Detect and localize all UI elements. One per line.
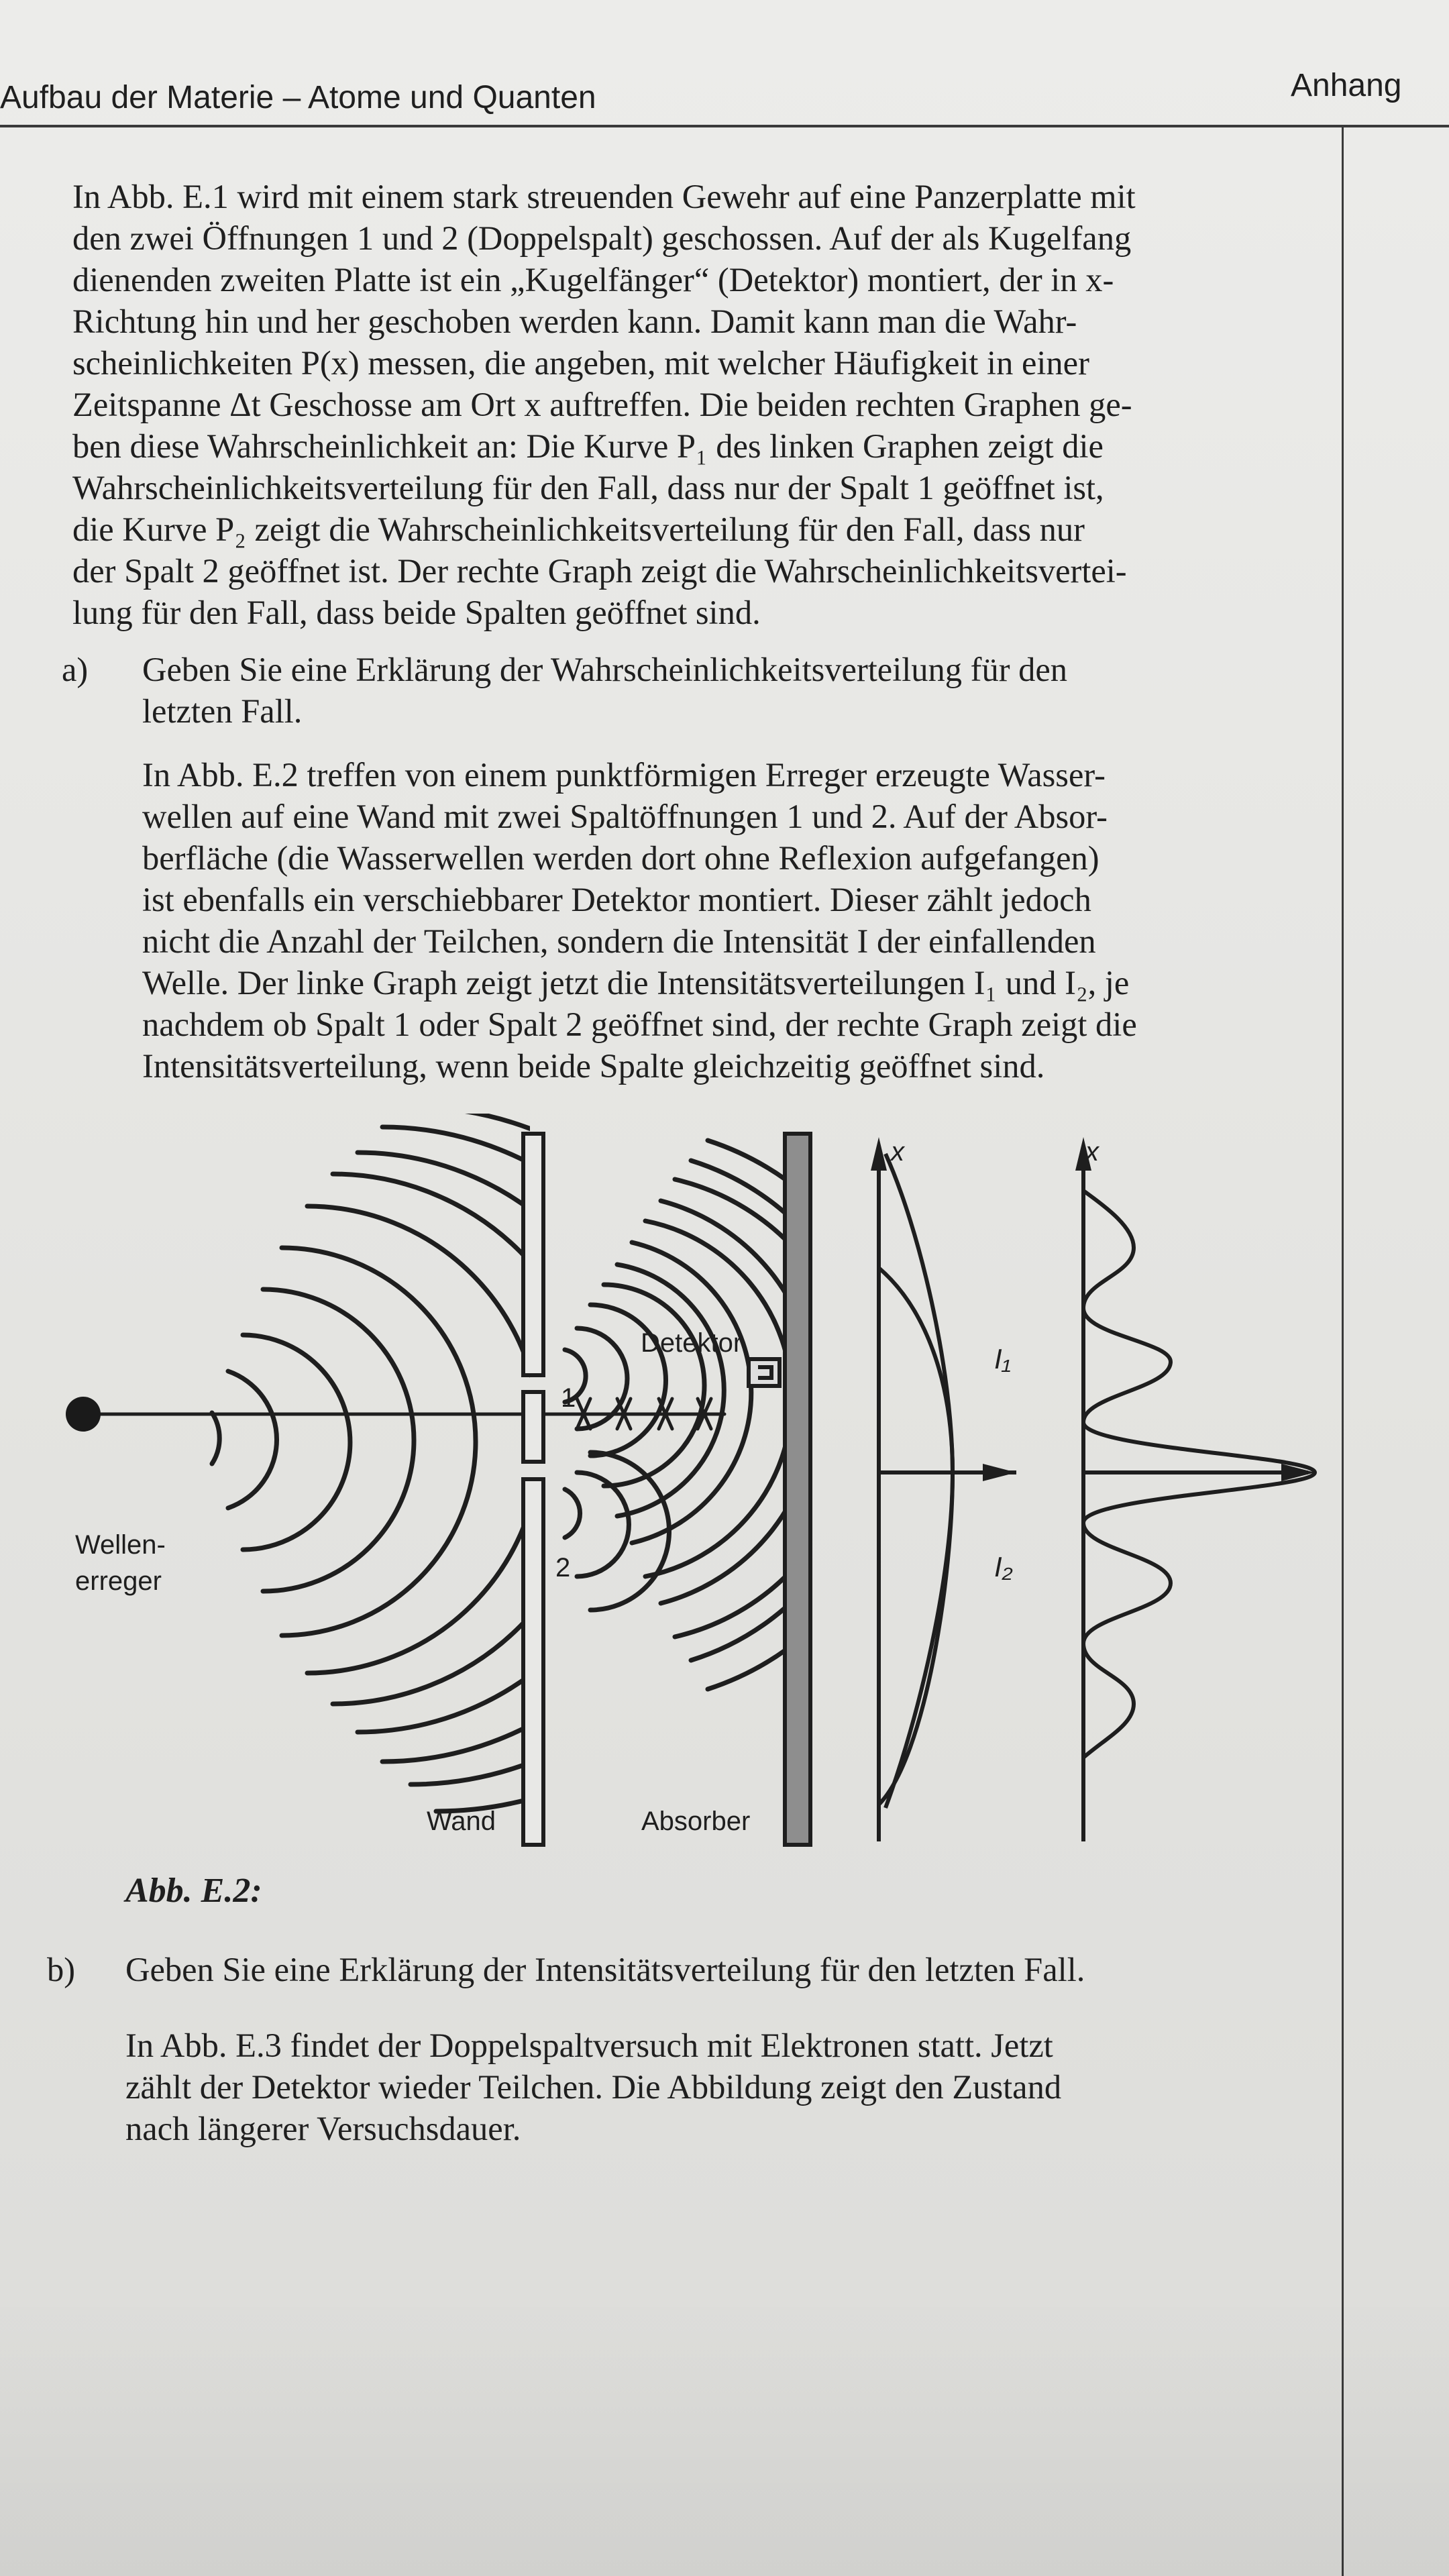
text-line: Zeitspanne Δt Geschosse am Ort x auftreffen. Die beiden rechten Graphen ge- [72, 386, 1132, 423]
label-detektor: Detektor [641, 1328, 743, 1358]
label-wellenerreger-1: Wellen- [75, 1530, 166, 1560]
text-line: der Spalt 2 geöffnet ist. Der rechte Graph zeigt die Wahrscheinlichkeitsvertei- [72, 552, 1127, 590]
label-wand: Wand [427, 1807, 496, 1836]
absorber-plate [785, 1134, 810, 1845]
figure-caption: Abb. E.2: [125, 1872, 262, 1910]
text-line: In Abb. E.3 findet der Doppelspaltversuch mit Elektronen statt. Jetzt [125, 2027, 1053, 2064]
label-axis-x-left: x [891, 1137, 904, 1167]
text-line: ben diese Wahrscheinlichkeit an: Die Kurve P₁ des linken Graphen zeigt die [72, 427, 1104, 465]
text-line: Welle. Der linke Graph zeigt jetzt die Intensitätsverteilungen I₁ und I₂, je [142, 964, 1130, 1002]
text-line: nach längerer Versuchsdauer. [125, 2110, 521, 2147]
text-line: den zwei Öffnungen 1 und 2 (Doppelspalt) geschossen. Auf der als Kugelfang [72, 219, 1132, 257]
intro-paragraph [72, 176, 1267, 633]
graph-single-slit-intensities [871, 1137, 1016, 1841]
text-line: die Kurve P₂ zeigt die Wahrscheinlichkeitsverteilung für den Fall, dass nur [72, 511, 1085, 548]
text-line: scheinlichkeiten P(x) messen, die angeben, mit welcher Häufigkeit in einer [72, 344, 1089, 382]
text-line: wellen auf eine Wand mit zwei Spaltöffnungen 1 und 2. Auf der Absor- [142, 798, 1108, 835]
text-line: Wahrscheinlichkeitsverteilung für den Fall, dass nur der Spalt 1 geöffnet ist, [72, 469, 1104, 506]
text-line: ist ebenfalls ein verschiebbarer Detektor montiert. Dieser zählt jedoch [142, 881, 1091, 918]
text-line: lung für den Fall, dass beide Spalten geöffnet sind. [72, 594, 761, 631]
running-header-title: Aufbau der Materie – Atome und Quanten [0, 80, 596, 115]
label-absorber: Absorber [641, 1807, 751, 1836]
text-line: Geben Sie eine Erklärung der Wahrscheinlichkeitsverteilung für den [142, 651, 1068, 688]
text-line: nachdem ob Spalt 1 oder Spalt 2 geöffnet sind, der rechte Graph zeigt die [142, 1006, 1137, 1043]
wall-with-slits [523, 1134, 543, 1845]
label-I2: I₂ [994, 1551, 1013, 1582]
text-line: Richtung hin und her geschoben werden kann. Damit kann man die Wahr- [72, 303, 1077, 340]
text-line: letzten Fall. [142, 692, 303, 730]
text-line: zählt der Detektor wieder Teilchen. Die Abbildung zeigt den Zustand [125, 2068, 1062, 2106]
question-b-text: Geben Sie eine Erklärung der Intensitätsverteilung für den letzten Fall. [125, 1951, 1085, 1988]
label-I1: I₁ [994, 1343, 1011, 1375]
detector-icon [749, 1359, 780, 1386]
header-rule [0, 125, 1449, 127]
text-line: nicht die Anzahl der Teilchen, sondern die Intensität I der einfallenden [142, 922, 1096, 960]
question-a-text [142, 649, 1283, 732]
label-wellenerreger-2: erreger [75, 1566, 162, 1596]
question-a-label: a) [62, 651, 89, 688]
label-slit-2: 2 [555, 1553, 571, 1582]
electron-paragraph [125, 2025, 1293, 2149]
wave-paragraph [142, 754, 1309, 1087]
text-line: Intensitätsverteilung, wenn beide Spalte gleichzeitig geöffnet sind. [142, 1047, 1045, 1085]
graph-double-slit-interference [1075, 1137, 1315, 1841]
running-header-section: Anhang [1291, 68, 1402, 103]
text-line: In Abb. E.1 wird mit einem stark streuenden Gewehr auf eine Panzerplatte mit [72, 178, 1136, 215]
wave-source [66, 1397, 101, 1432]
question-b-label: b) [47, 1951, 76, 1988]
label-axis-x-right: x [1085, 1137, 1099, 1167]
text-line: dienenden zweiten Platte ist ein „Kugelfänger“ (Detektor) montiert, der in x- [72, 261, 1114, 299]
figure-double-slit-water-waves [0, 1114, 1449, 1851]
label-slit-1: 1 [561, 1383, 576, 1413]
page-shadow [0, 2294, 1449, 2576]
text-line: berfläche (die Wasserwellen werden dort ohne Reflexion aufgefangen) [142, 839, 1099, 877]
text-line: In Abb. E.2 treffen von einem punktförmigen Erreger erzeugte Wasser- [142, 756, 1106, 794]
